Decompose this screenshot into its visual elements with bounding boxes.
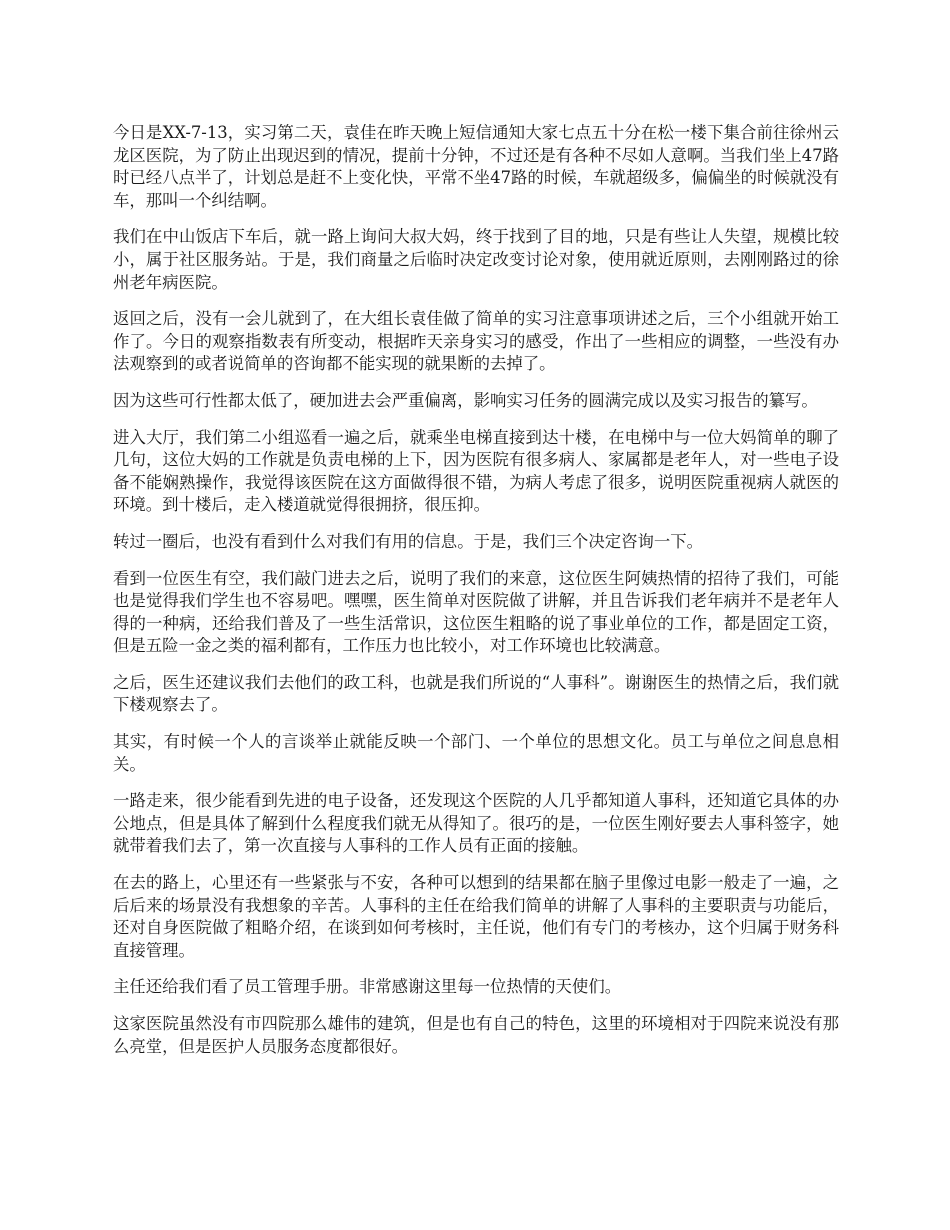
paragraph-3: 返回之后，没有一会儿就到了，在大组长袁佳做了简单的实习注意事项讲述之后，三个小组就开始工作了。今日的观察指数表有所变动，根据昨天亲身实习的感受，作出了一些相应的调整，一些没有办法观察到的或者说简单的咨询都不能实现的就果断的去掉了。 (113, 309, 839, 374)
document-body (113, 122, 839, 1072)
paragraph-1: 今日是XX-7-13，实习第二天，袁佳在昨天晚上短信通知大家七点五十分在松一楼下集合前往徐州云龙区医院，为了防止出现迟到的情况，提前十分钟，不过还是有各种不尽如人意啊。当我们坐上47路时已经八点半了，计划总是赶不上变化快，平常不坐47路的时候，车就超级多，偏偏坐的时候就没有车，那叫一个纠结啊。 (113, 123, 839, 210)
paragraph-2: 我们在中山饭店下车后，就一路上询问大叔大妈，终于找到了目的地，只是有些让人失望，规模比较小，属于社区服务站。于是，我们商量之后临时决定改变讨论对象，使用就近原则，去刚刚路过的徐州老年病医院。 (113, 227, 839, 292)
paragraph-5: 进入大厅，我们第二小组巡看一遍之后，就乘坐电梯直接到达十楼，在电梯中与一位大妈简单的聊了几句，这位大妈的工作就是负责电梯的上下，因为医院有很多病人、家属都是老年人，对一些电子设备不能娴熟操作，我觉得该医院在这方面做得很不错，为病人考虑了很多，说明医院重视病人就医的环境。到十楼后，走入楼道就觉得很拥挤，很压抑。 (113, 427, 839, 515)
paragraph-9: 其实，有时候一个人的言谈举止就能反映一个部门、一个单位的思想文化。员工与单位之间息息相关。 (113, 732, 839, 774)
paragraph-8: 之后，医生还建议我们去他们的政工科，也就是我们所说的“人事科”。谢谢医生的热情之后，我们就下楼观察去了。 (113, 672, 839, 715)
paragraph-11: 在去的路上，心里还有一些紧张与不安，各种可以想到的结果都在脑子里像过电影一般走了一遍，之后后来的场景没有我想象的辛苦。人事科的主任在给我们简单的讲解了人事科的主要职责与功能后，还对自身医院做了粗略介绍，在谈到如何考核时，主任说，他们有专门的考核办，这个归属于财务科直接管理。 (113, 873, 839, 960)
paragraph-6: 转过一圈后，也没有看到什么对我们有用的信息。于是，我们三个决定咨询一下。 (113, 531, 704, 551)
paragraph-12: 主任还给我们看了员工管理手册。非常感谢这里每一位热情的天使们。 (113, 977, 622, 997)
paragraph-4: 因为这些可行性都太低了，硬加进去会严重偏离，影响实习任务的圆满完成以及实习报告的纂写。 (113, 390, 818, 410)
paragraph-7: 看到一位医生有空，我们敲门进去之后，说明了我们的来意，这位医生阿姨热情的招待了我们，可能也是觉得我们学生也不容易吧。嘿嘿，医生简单对医院做了讲解，并且告诉我们老年病并不是老年人得的一种病，还给我们普及了一些生活常识，这位医生粗略的说了事业单位的工作，都是固定工资，但是五险一金之类的福利都有，工作压力也比较小，对工作环境也比较满意。 (113, 568, 839, 656)
paragraph-13: 这家医院虽然没有市四院那么雄伟的建筑，但是也有自己的特色，这里的环境相对于四院来说没有那么亮堂，但是医护人员服务态度都很好。 (113, 1014, 839, 1056)
paragraph-10: 一路走来，很少能看到先进的电子设备，还发现这个医院的人几乎都知道人事科，还知道它具体的办公地点，但是具体了解到什么程度我们就无从得知了。很巧的是，一位医生刚好要去人事科签字，她就带着我们去了，第一次直接与人事科的工作人员有正面的接触。 (113, 791, 839, 856)
